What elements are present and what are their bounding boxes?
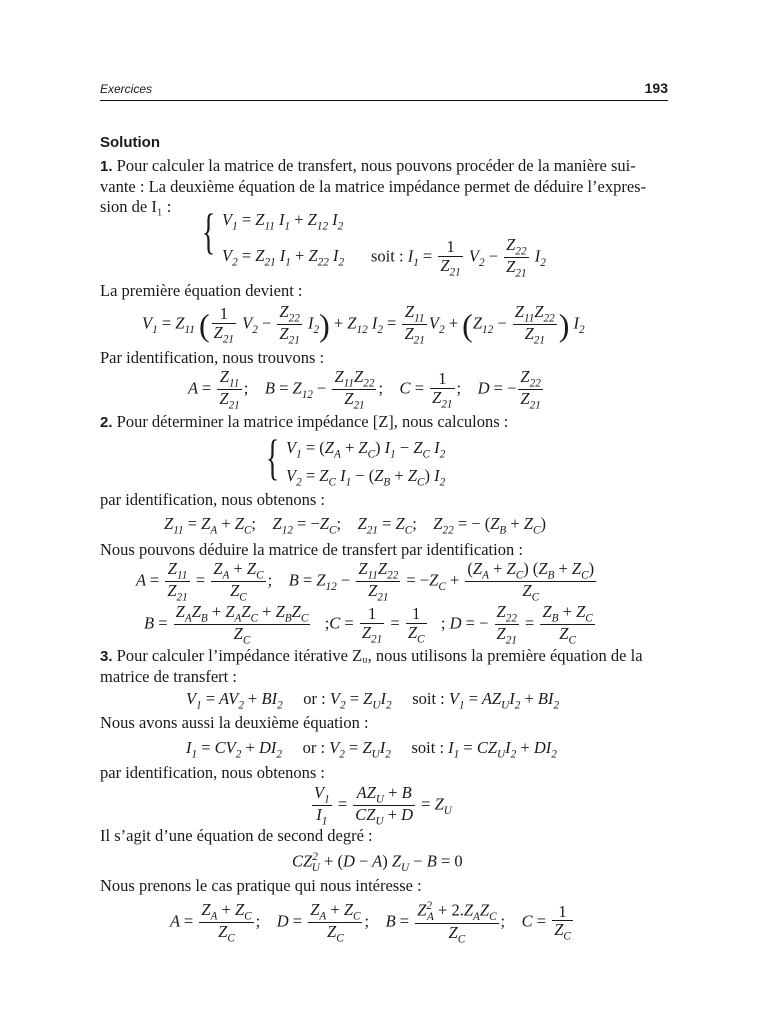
equation-I1: soit : $I_1$ = $\frac{1}{Z_{21}}$ $V_2$ − $\frac{Z_{22}}{Z_{21}}$ $I_2$ xyxy=(371,235,546,280)
soit-label-3: soit : xyxy=(411,738,445,757)
part1-intro-line1: Pour calculer la matrice de transfert, nous pouvons procéder de la manière sui- xyxy=(112,156,636,175)
part2-intro-text: Pour déterminer la matrice impédance [Z], nous calculons : xyxy=(112,412,509,431)
equation-ABCD: A = $\frac{Z_{11}}{Z_{21}}$ ; $B = Z_{12}$ − $\frac{Z_{11}Z_{22}}{Z_{21}}$ ; C = $\frac{1}{Z_{21}}$ ; D = − $\frac{Z_{22}}{Z_{21}}$ xyxy=(188,367,541,412)
equation-V1-iterative: $V_1 = AV_2 + BI_2$ or : $V_2 = Z_UI_2$ soit : $V_1 = AZ_UI_2 + BI_2$ xyxy=(186,689,560,712)
equation-V1-expanded: $V_1 = Z_{11}$ ( $\frac{1}{Z_{21}}$ $V_2$ − $\frac{Z_{22}}{Z_{21}}$ $I_2) + Z_{12}$ $I_2$ = $\frac{Z_{11}}{Z_{21}}$ $V_2 + (Z_{12}$ − $\frac{Z_{11}Z_{22}}{Z_{21}}$ ) $I_2$ xyxy=(142,302,585,347)
part3-intro-line2: matrice de transfert : xyxy=(100,666,237,686)
soit-label-1: soit : xyxy=(371,246,404,266)
part3-practical: Nous prenons le cas pratique qui nous intéresse : xyxy=(100,876,422,895)
equation-Z-params: $Z_{11} = Z_A + Z_C$; $Z_{12} = -Z_C$; $Z_{21} = Z_C$; $Z_{22}$ = − $(Z_B + Z_C)$ xyxy=(164,514,546,537)
identification-intro: Par identification, nous trouvons : xyxy=(100,348,325,367)
part3-degree: Il s’agit d’une équation de second degré : xyxy=(100,826,373,845)
equation-quadratic: $CZ^2_U + (D - A) Z_U - B = 0$ xyxy=(292,851,463,874)
part2-intro xyxy=(100,412,668,433)
part1-intro-line2: vante : La deuxième équation de la matrice impédance permet de déduire l’expres- xyxy=(100,176,647,196)
part3-intro xyxy=(100,646,668,687)
part3-second-eq: Nous avons aussi la deuxième équation : xyxy=(100,713,369,732)
equation-B-C-D: B = $\frac{Z_AZ_B + Z_AZ_C + Z_BZ_C}{Z_C}$ ;C = $\frac{1}{Z_{21}}$ = $\frac{1}{Z_C}$ ; D = − $\frac{Z_{22}}{Z_{21}}$ = $\frac{Z_B + Z_C}{Z_C}$ xyxy=(144,602,593,647)
equation-A-B: A = $\frac{Z_{11}}{Z_{21}}$ = $\frac{Z_A + Z_C}{Z_C}$ ; $B = Z_{12}$ − $\frac{Z_{11}Z_{22}}{Z_{21}}$ = $-Z_C$ + $\frac{(Z_A + Z_C) (Z_B + Z_C)}{Z_C}$ xyxy=(136,559,595,604)
part1-intro xyxy=(100,156,668,218)
part1-number: 1. xyxy=(100,158,113,175)
equation-practical-case: A = $\frac{Z_A + Z_C}{Z_C}$ ; D = $\frac{Z_A + Z_C}{Z_C}$ ; B = $\frac{Z^2_A + 2.Z_AZ_C}{Z_C}$ ; C = $\frac{1}{Z_C}$ xyxy=(170,899,571,946)
or-label-1: or : xyxy=(303,689,326,708)
soit-label-2: soit : xyxy=(412,689,445,708)
page-number: 193 xyxy=(644,80,668,96)
part2-number: 2. xyxy=(100,414,113,431)
header-section-title: Exercices xyxy=(100,82,153,96)
part2-obtain: par identification, nous obtenons : xyxy=(100,490,325,509)
part2-deduce: Nous pouvons déduire la matrice de transfert par identification : xyxy=(100,540,523,559)
part3-number: 3. xyxy=(100,648,113,665)
or-label-2: or : xyxy=(302,738,326,757)
solution-heading: Solution xyxy=(100,134,160,151)
equation-I1-iterative: $I_1 = CV_2 + DI_2$ or : $V_2 = Z_UI_2$ soit : $I_1 = CZ_UI_2 + DI_2$ xyxy=(186,738,557,761)
equation-ZU: $\frac{V_1}{I_1}$ = $\frac{AZ_U + B}{CZ_U + D}$ = $Z_U$ xyxy=(314,783,452,828)
part3-obtain: par identification, nous obtenons : xyxy=(100,763,325,782)
part3-intro-line1: Pour calculer l’impédance itérative Zᵤ, nous utilisons la première équation de la xyxy=(112,646,643,665)
part1-intro-line3: sion de I₁ : xyxy=(100,197,172,217)
running-header xyxy=(100,80,668,101)
first-equation-intro: La première équation devient : xyxy=(100,281,303,300)
